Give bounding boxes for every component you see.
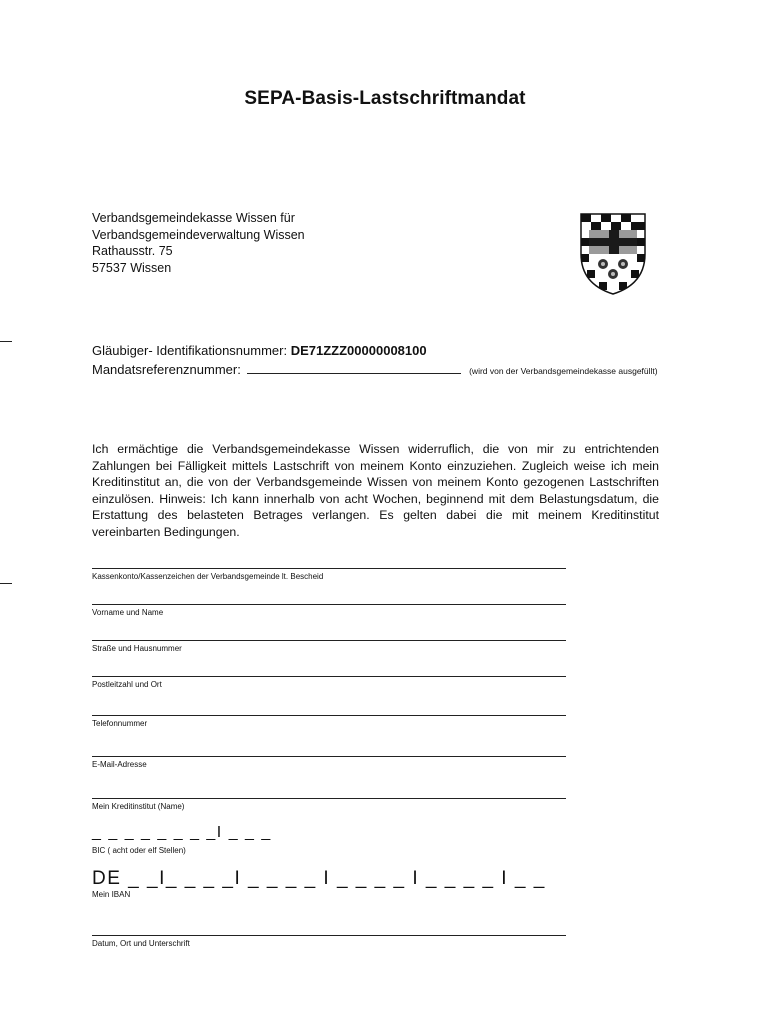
field-email[interactable]	[92, 756, 566, 769]
field-street[interactable]	[92, 640, 566, 653]
field-name[interactable]	[92, 604, 566, 617]
fill-line	[92, 935, 566, 936]
field-label: Kassenkonto/Kassenzeichen der Verbandsgemeinde lt. Bescheid	[92, 572, 324, 581]
creditor-address	[92, 210, 305, 276]
iban-label: Mein IBAN	[92, 890, 131, 899]
mandate-ref-note: (wird von der Verbandsgemeindekasse ausgefüllt)	[469, 366, 658, 376]
document-title: SEPA-Basis-Lastschriftmandat	[244, 88, 526, 109]
iban-template[interactable]: DE _ _I_ _ _ _I _ _ _ _ I _ _ _ _ I _ _ _ _ I _ _	[92, 868, 546, 889]
creditor-id-value: DE71ZZZ00000008100	[290, 343, 427, 358]
field-label: Mein Kreditinstitut (Name)	[92, 802, 185, 811]
fill-line	[92, 604, 566, 605]
fill-line	[92, 715, 566, 716]
bic-label: BIC ( acht oder elf Stellen)	[92, 846, 186, 855]
fill-line	[92, 756, 566, 757]
field-kassenkonto[interactable]	[92, 568, 566, 581]
creditor-id	[92, 343, 427, 358]
fill-line	[92, 640, 566, 641]
fold-mark	[0, 583, 12, 584]
fold-mark	[0, 341, 12, 342]
fill-line	[92, 568, 566, 569]
field-label: Postleitzahl und Ort	[92, 680, 162, 689]
field-phone[interactable]	[92, 715, 566, 728]
address-line: Verbandsgemeindeverwaltung Wissen	[92, 227, 305, 242]
mandate-ref-blank[interactable]	[247, 361, 461, 374]
field-bank[interactable]	[92, 798, 566, 811]
field-postal-city[interactable]	[92, 676, 566, 689]
authorization-text: Ich ermächtige die Verbandsgemeindekasse Wissen widerruflich, die von mir zu entrichtenden Zahlungen bei Fälligkeit mittels Lastschrift von meinem Konto einzuziehen. Zugleich weise ich mein Kreditinstitut an, die von der Verbandsgemeinde Wissen von meinem Konto gezogenen Lastschriften einzulösen. Hinweis: Ich kann innerhalb von acht Wochen, beginnend mit dem Belastungsdatum, die Erstattung des belasteten Betrages verlangen. Es gelten dabei die mit meinem Kreditinstitut vereinbarten Bedingungen.	[92, 442, 659, 539]
creditor-id-label: Gläubiger- Identifikationsnummer:	[92, 343, 288, 358]
address-line: Verbandsgemeindekasse Wissen für	[92, 211, 295, 225]
bic-template[interactable]: _ _ _ _ _ _ _ _I _ _ _	[92, 824, 272, 841]
field-signature[interactable]	[92, 935, 566, 948]
field-label: Vorname und Name	[92, 608, 164, 617]
mandate-ref-label: Mandatsreferenznummer:	[92, 362, 241, 377]
field-label: Datum, Ort und Unterschrift	[92, 939, 190, 948]
fill-line	[92, 798, 566, 799]
coat-of-arms-icon	[577, 210, 649, 296]
field-label: Telefonnummer	[92, 719, 148, 728]
field-label: Straße und Hausnummer	[92, 644, 182, 653]
field-label: E-Mail-Adresse	[92, 760, 147, 769]
address-line: Rathausstr. 75	[92, 244, 173, 258]
fill-line	[92, 676, 566, 677]
mandate-reference	[92, 361, 658, 377]
address-line: 57537 Wissen	[92, 260, 172, 275]
